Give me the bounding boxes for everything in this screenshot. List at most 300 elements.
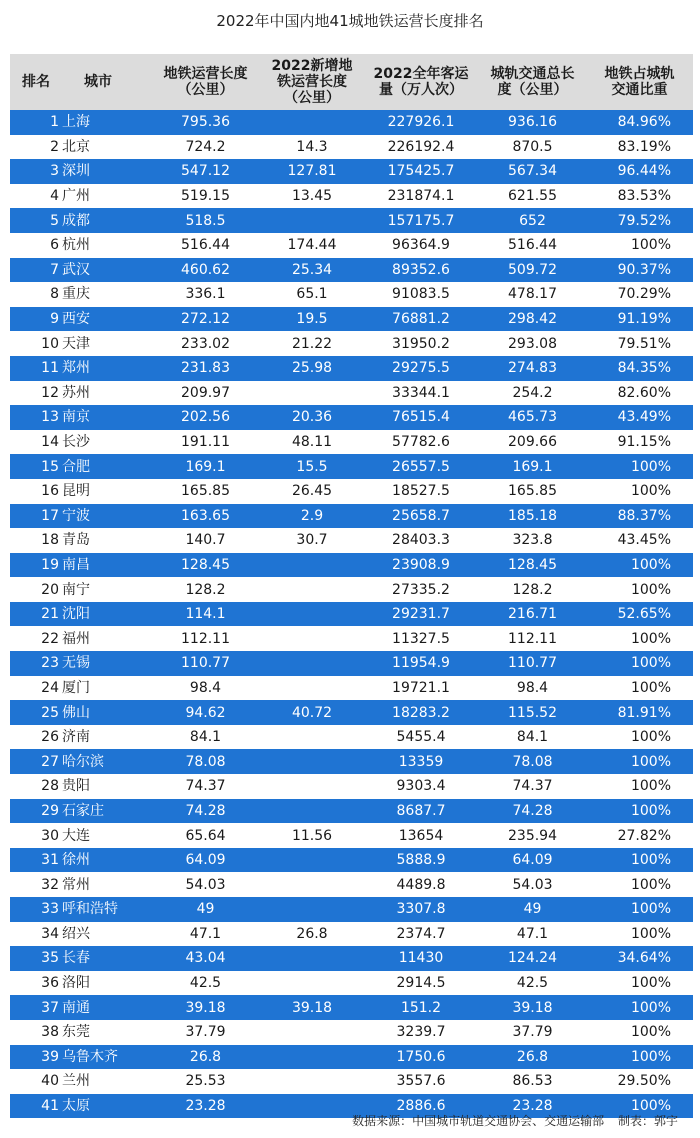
- cell-ridership: 18527.5: [392, 483, 450, 500]
- cell-new-length: 39.18: [291, 999, 333, 1016]
- header-ratio[interactable]: [586, 54, 693, 110]
- cell-new-length: [261, 872, 363, 897]
- table-row: [10, 282, 693, 307]
- cell-ridership: 3239.7: [396, 1024, 446, 1041]
- cell-city: 沈阳: [62, 606, 90, 623]
- cell-city: 贵阳: [62, 778, 90, 795]
- cell-ridership: 29275.5: [392, 360, 450, 377]
- cell-metro-length: 65.64: [185, 827, 226, 844]
- header-new-length-line3: （公里）: [284, 90, 340, 106]
- cell-city: 合肥: [62, 458, 90, 475]
- cell-city: 徐州: [62, 852, 90, 869]
- table-row: [10, 946, 693, 971]
- header-rank[interactable]: 排名: [22, 74, 50, 90]
- header-rail-total-line2: 度（公里）: [497, 82, 568, 98]
- cell-ridership: 13654: [398, 827, 444, 844]
- table-author: 制表：郭宇: [617, 1114, 678, 1128]
- cell-rail-total: 209.66: [508, 434, 557, 451]
- cell-ratio: 70.29%: [617, 286, 671, 303]
- cell-city: 南宁: [62, 581, 90, 598]
- cell-city: 厦门: [62, 679, 90, 696]
- header-metro-length-line2: （公里）: [177, 82, 234, 98]
- cell-ratio: 82.60%: [617, 384, 671, 401]
- table-row: [10, 848, 693, 873]
- cell-ratio: 91.15%: [617, 434, 671, 451]
- table-row: [10, 184, 693, 209]
- cell-new-length: 19.5: [296, 311, 328, 328]
- cell-new-length: [261, 971, 363, 996]
- cell-city: 佛山: [62, 704, 90, 721]
- metro-ranking-table: [10, 54, 693, 1118]
- cell-rail-total: 169.1: [512, 458, 553, 475]
- cell-ratio: 100%: [630, 581, 671, 598]
- cell-rank: 19: [41, 556, 59, 573]
- cell-rail-total: 165.85: [508, 483, 557, 500]
- table-row: [10, 626, 693, 651]
- cell-new-length: [261, 208, 363, 233]
- cell-metro-length: 74.37: [185, 778, 226, 795]
- cell-rail-total: 42.5: [516, 975, 549, 992]
- header-new-length[interactable]: [261, 54, 363, 110]
- cell-rank: 33: [41, 901, 59, 918]
- cell-new-length: 40.72: [291, 704, 333, 721]
- cell-ratio: 100%: [630, 925, 671, 942]
- table-row: [10, 331, 693, 356]
- cell-ratio: 79.52%: [617, 212, 671, 229]
- cell-metro-length: 110.77: [181, 655, 230, 672]
- cell-new-length: [261, 897, 363, 922]
- cell-city: 杭州: [62, 237, 90, 254]
- cell-rank: 6: [50, 237, 59, 254]
- cell-ratio: 100%: [630, 237, 671, 254]
- cell-new-length: 26.45: [291, 483, 333, 500]
- cell-ratio: 88.37%: [617, 507, 671, 524]
- cell-ridership: 5455.4: [396, 729, 446, 746]
- table-row: [10, 504, 693, 529]
- cell-metro-length: 98.4: [189, 679, 222, 696]
- cell-rank: 29: [41, 802, 59, 819]
- cell-ridership: 226192.4: [387, 138, 455, 155]
- header-rail-total[interactable]: [479, 54, 586, 110]
- cell-metro-length: 140.7: [185, 532, 226, 549]
- cell-ridership: 76881.2: [392, 311, 450, 328]
- header-metro-length[interactable]: [150, 54, 261, 110]
- table-row: [10, 799, 693, 824]
- cell-rail-total: 621.55: [508, 188, 557, 205]
- cell-ratio: 100%: [630, 655, 671, 672]
- cell-city: 南通: [62, 999, 90, 1016]
- cell-rank: 27: [41, 753, 59, 770]
- header-row: [10, 54, 693, 110]
- cell-new-length: [261, 626, 363, 651]
- table-row: [10, 553, 693, 578]
- cell-city: 石家庄: [62, 802, 104, 819]
- cell-city: 兰州: [62, 1073, 90, 1090]
- cell-rail-total: 74.28: [512, 802, 553, 819]
- cell-rank: 5: [50, 212, 59, 229]
- cell-new-length: [261, 553, 363, 578]
- cell-ratio: 100%: [630, 778, 671, 795]
- cell-city: 洛阳: [62, 975, 90, 992]
- cell-ridership: 57782.6: [392, 434, 450, 451]
- table-row: [10, 430, 693, 455]
- table-row: [10, 135, 693, 160]
- cell-rank: 13: [41, 409, 59, 426]
- cell-city: 武汉: [62, 261, 90, 278]
- cell-rail-total: 478.17: [508, 286, 557, 303]
- cell-ratio: 100%: [630, 901, 671, 918]
- cell-ratio: 29.50%: [617, 1073, 671, 1090]
- cell-rank: 21: [41, 606, 59, 623]
- cell-ratio: 100%: [630, 679, 671, 696]
- cell-rank: 11: [41, 360, 59, 377]
- cell-metro-length: 49: [196, 901, 215, 918]
- cell-metro-length: 165.85: [181, 483, 230, 500]
- cell-metro-length: 64.09: [185, 852, 226, 869]
- cell-rank: 26: [41, 729, 59, 746]
- cell-ridership: 89352.6: [392, 261, 450, 278]
- cell-ridership: 11954.9: [392, 655, 450, 672]
- table-row: [10, 725, 693, 750]
- cell-new-length: [261, 774, 363, 799]
- cell-new-length: 26.8: [296, 925, 328, 942]
- table-row: [10, 307, 693, 332]
- cell-metro-length: 78.08: [185, 753, 226, 770]
- cell-new-length: 21.22: [291, 335, 333, 352]
- cell-ridership: 1750.6: [396, 1048, 446, 1065]
- cell-city: 上海: [62, 114, 90, 131]
- cell-city: 青岛: [62, 532, 90, 549]
- cell-new-length: [261, 381, 363, 406]
- table-row: [10, 110, 693, 135]
- header-ridership-line2: 量（万人次）: [379, 82, 463, 98]
- cell-metro-length: 519.15: [181, 188, 230, 205]
- cell-city: 重庆: [62, 286, 90, 303]
- cell-ridership: 28403.3: [392, 532, 450, 549]
- cell-rank: 25: [41, 704, 59, 721]
- cell-ratio: 100%: [630, 1024, 671, 1041]
- cell-new-length: 25.34: [291, 261, 333, 278]
- table-row: [10, 971, 693, 996]
- cell-ridership: 3307.8: [396, 901, 446, 918]
- table-row: [10, 1045, 693, 1070]
- table-row: [10, 897, 693, 922]
- cell-metro-length: 336.1: [185, 286, 226, 303]
- cell-metro-length: 795.36: [181, 114, 230, 131]
- table-row: [10, 602, 693, 627]
- cell-rail-total: 652: [519, 212, 546, 229]
- table-row: [10, 356, 693, 381]
- cell-metro-length: 74.28: [185, 802, 226, 819]
- cell-ratio: 100%: [630, 1048, 671, 1065]
- table-row: [10, 577, 693, 602]
- cell-rail-total: 185.18: [508, 507, 557, 524]
- cell-city: 南京: [62, 409, 90, 426]
- cell-metro-length: 202.56: [181, 409, 230, 426]
- cell-rail-total: 78.08: [512, 753, 553, 770]
- cell-metro-length: 39.18: [185, 999, 226, 1016]
- cell-city: 福州: [62, 630, 90, 647]
- cell-ratio: 81.91%: [617, 704, 671, 721]
- cell-city: 呼和浩特: [62, 901, 118, 918]
- cell-metro-length: 272.12: [181, 311, 230, 328]
- table-row: [10, 479, 693, 504]
- table-body: [10, 110, 693, 1118]
- table-row: [10, 872, 693, 897]
- cell-city: 长春: [62, 950, 90, 967]
- cell-city: 绍兴: [62, 925, 90, 942]
- cell-rail-total: 567.34: [508, 163, 557, 180]
- cell-rail-total: 128.2: [512, 581, 553, 598]
- cell-rank: 30: [41, 827, 59, 844]
- cell-rank: 1: [50, 114, 59, 131]
- cell-ratio: 100%: [630, 729, 671, 746]
- cell-metro-length: 163.65: [181, 507, 230, 524]
- cell-metro-length: 43.04: [185, 950, 226, 967]
- cell-city: 哈尔滨: [62, 753, 104, 770]
- table-row: [10, 454, 693, 479]
- cell-ridership: 11430: [398, 950, 444, 967]
- cell-rail-total: 274.83: [508, 360, 557, 377]
- cell-city: 天津: [62, 335, 90, 352]
- cell-metro-length: 460.62: [181, 261, 230, 278]
- cell-metro-length: 47.1: [189, 925, 222, 942]
- cell-ridership: 3557.6: [396, 1073, 446, 1090]
- cell-metro-length: 231.83: [181, 360, 230, 377]
- cell-ridership: 19721.1: [392, 679, 450, 696]
- cell-rail-total: 128.45: [508, 556, 557, 573]
- cell-new-length: [261, 1069, 363, 1094]
- cell-rank: 28: [41, 778, 59, 795]
- cell-rail-total: 216.71: [508, 606, 557, 623]
- table-row: [10, 233, 693, 258]
- cell-new-length: [261, 1020, 363, 1045]
- table-row: [10, 381, 693, 406]
- cell-city: 昆明: [62, 483, 90, 500]
- cell-rank: 31: [41, 852, 59, 869]
- table-title: 2022年中国内地41城地铁运营长度排名: [216, 12, 484, 30]
- cell-new-length: 127.81: [287, 163, 337, 180]
- cell-new-length: 30.7: [296, 532, 328, 549]
- cell-ridership: 157175.7: [387, 212, 455, 229]
- cell-rank: 2: [50, 138, 59, 155]
- cell-rank: 32: [41, 876, 59, 893]
- cell-new-length: [261, 749, 363, 774]
- cell-metro-length: 94.62: [185, 704, 226, 721]
- cell-new-length: 25.98: [291, 360, 333, 377]
- table-row: [10, 528, 693, 553]
- cell-rail-total: 23.28: [512, 1098, 553, 1115]
- cell-city: 常州: [62, 876, 90, 893]
- cell-rank: 24: [41, 679, 59, 696]
- cell-ratio: 96.44%: [617, 163, 671, 180]
- cell-rank: 10: [41, 335, 59, 352]
- cell-city: 无锡: [62, 655, 90, 672]
- cell-ratio: 83.19%: [617, 138, 671, 155]
- cell-city: 宁波: [62, 507, 90, 524]
- cell-city: 大连: [62, 827, 90, 844]
- cell-ratio: 100%: [630, 630, 671, 647]
- cell-city: 深圳: [62, 163, 90, 180]
- cell-city: 苏州: [62, 384, 90, 401]
- cell-rail-total: 86.53: [512, 1073, 553, 1090]
- header-ratio-line1: 地铁占城轨: [604, 66, 675, 82]
- cell-city: 南昌: [62, 556, 90, 573]
- cell-rank: 17: [41, 507, 59, 524]
- header-ratio-line2: 交通比重: [611, 82, 668, 98]
- cell-ridership: 33344.1: [392, 384, 450, 401]
- header-ridership[interactable]: [363, 54, 479, 110]
- table-row: [10, 651, 693, 676]
- cell-ridership: 27335.2: [392, 581, 450, 598]
- cell-ratio: 100%: [630, 802, 671, 819]
- table-row: [10, 774, 693, 799]
- cell-rail-total: 112.11: [508, 630, 557, 647]
- header-new-length-line2: 铁运营长度: [277, 74, 347, 90]
- cell-ratio: 79.51%: [617, 335, 671, 352]
- cell-ratio: 100%: [630, 753, 671, 770]
- cell-city: 济南: [62, 729, 90, 746]
- cell-city: 广州: [62, 188, 90, 205]
- cell-ridership: 175425.7: [387, 163, 455, 180]
- table-row: [10, 1069, 693, 1094]
- cell-new-length: 13.45: [291, 188, 333, 205]
- cell-new-length: 14.3: [296, 138, 328, 155]
- cell-rank: 34: [41, 925, 59, 942]
- cell-rail-total: 516.44: [508, 237, 557, 254]
- cell-rail-total: 293.08: [508, 335, 557, 352]
- cell-ratio: 43.49%: [617, 409, 671, 426]
- cell-metro-length: 25.53: [185, 1073, 226, 1090]
- cell-new-length: 11.56: [291, 827, 333, 844]
- cell-rank: 20: [41, 581, 59, 598]
- cell-metro-length: 42.5: [189, 975, 222, 992]
- table-row: [10, 208, 693, 233]
- cell-city: 东莞: [62, 1024, 90, 1041]
- cell-city: 长沙: [62, 434, 90, 451]
- table-row: [10, 1020, 693, 1045]
- cell-rail-total: 254.2: [512, 384, 553, 401]
- cell-ridership: 31950.2: [392, 335, 450, 352]
- cell-rank: 37: [41, 999, 59, 1016]
- cell-metro-length: 84.1: [189, 729, 222, 746]
- cell-ridership: 2886.6: [396, 1098, 446, 1115]
- cell-ridership: 23908.9: [392, 556, 450, 573]
- cell-rail-total: 64.09: [512, 852, 553, 869]
- cell-ridership: 4489.8: [396, 876, 446, 893]
- cell-rail-total: 84.1: [516, 729, 549, 746]
- cell-rail-total: 98.4: [516, 679, 549, 696]
- cell-ratio: 91.19%: [617, 311, 671, 328]
- footer: [342, 1112, 678, 1129]
- cell-ratio: 43.45%: [617, 532, 671, 549]
- cell-new-length: 20.36: [291, 409, 333, 426]
- cell-city: 西安: [62, 311, 90, 328]
- table-row: [10, 823, 693, 848]
- header-new-length-line1: 2022新增地: [271, 58, 353, 74]
- cell-ratio: 100%: [630, 556, 671, 573]
- cell-ridership: 231874.1: [387, 188, 455, 205]
- cell-metro-length: 26.8: [189, 1048, 222, 1065]
- cell-rail-total: 936.16: [508, 114, 557, 131]
- cell-new-length: [261, 602, 363, 627]
- cell-rail-total: 26.8: [516, 1048, 549, 1065]
- header-city[interactable]: 城市: [84, 74, 112, 90]
- cell-ratio: 84.96%: [617, 114, 671, 131]
- table-row: [10, 749, 693, 774]
- cell-metro-length: 547.12: [181, 163, 230, 180]
- table-row: [10, 700, 693, 725]
- cell-rail-total: 870.5: [512, 138, 553, 155]
- cell-rank: 14: [41, 434, 59, 451]
- cell-new-length: [261, 946, 363, 971]
- cell-new-length: 15.5: [296, 458, 328, 475]
- cell-metro-length: 114.1: [185, 606, 226, 623]
- cell-rail-total: 465.73: [508, 409, 557, 426]
- cell-new-length: [261, 577, 363, 602]
- cell-ratio: 100%: [630, 458, 671, 475]
- cell-new-length: 2.9: [300, 507, 324, 524]
- cell-ridership: 2374.7: [396, 925, 446, 942]
- cell-metro-length: 128.2: [185, 581, 226, 598]
- header-rail-total-line1: 城轨交通总长: [490, 66, 575, 82]
- cell-rank: 40: [41, 1073, 59, 1090]
- cell-rank: 12: [41, 384, 59, 401]
- cell-rank: 38: [41, 1024, 59, 1041]
- data-source: 数据来源：中国城市轨道交通协会、交通运输部: [352, 1114, 605, 1128]
- cell-ratio: 83.53%: [617, 188, 671, 205]
- cell-metro-length: 112.11: [181, 630, 230, 647]
- cell-rank: 18: [41, 532, 59, 549]
- cell-rank: 16: [41, 483, 59, 500]
- cell-rank: 15: [41, 458, 59, 475]
- cell-rail-total: 298.42: [508, 311, 557, 328]
- cell-new-length: [261, 1045, 363, 1070]
- table-row: [10, 922, 693, 947]
- cell-rank: 23: [41, 655, 59, 672]
- cell-city: 太原: [62, 1098, 90, 1115]
- cell-ridership: 151.2: [400, 999, 442, 1016]
- cell-metro-length: 518.5: [185, 212, 226, 229]
- cell-new-length: [261, 848, 363, 873]
- cell-ratio: 90.37%: [617, 261, 671, 278]
- cell-metro-length: 516.44: [181, 237, 230, 254]
- cell-metro-length: 191.11: [181, 434, 230, 451]
- cell-ridership: 18283.2: [392, 704, 450, 721]
- cell-metro-length: 233.02: [181, 335, 230, 352]
- cell-metro-length: 169.1: [185, 458, 226, 475]
- cell-rail-total: 124.24: [508, 950, 557, 967]
- cell-metro-length: 37.79: [185, 1024, 226, 1041]
- cell-rail-total: 39.18: [512, 999, 553, 1016]
- cell-metro-length: 54.03: [185, 876, 226, 893]
- cell-ratio: 52.65%: [617, 606, 671, 623]
- cell-rank: 35: [41, 950, 59, 967]
- cell-rank: 4: [50, 188, 59, 205]
- cell-metro-length: 128.45: [181, 556, 230, 573]
- cell-rail-total: 49: [523, 901, 542, 918]
- cell-ridership: 13359: [398, 753, 444, 770]
- cell-ridership: 9303.4: [396, 778, 446, 795]
- cell-rail-total: 110.77: [508, 655, 557, 672]
- cell-new-length: [261, 110, 363, 135]
- cell-rail-total: 37.79: [512, 1024, 553, 1041]
- table-row: [10, 405, 693, 430]
- cell-ridership: 96364.9: [392, 237, 450, 254]
- cell-ridership: 2914.5: [396, 975, 446, 992]
- cell-metro-length: 209.97: [181, 384, 230, 401]
- cell-ratio: 100%: [630, 876, 671, 893]
